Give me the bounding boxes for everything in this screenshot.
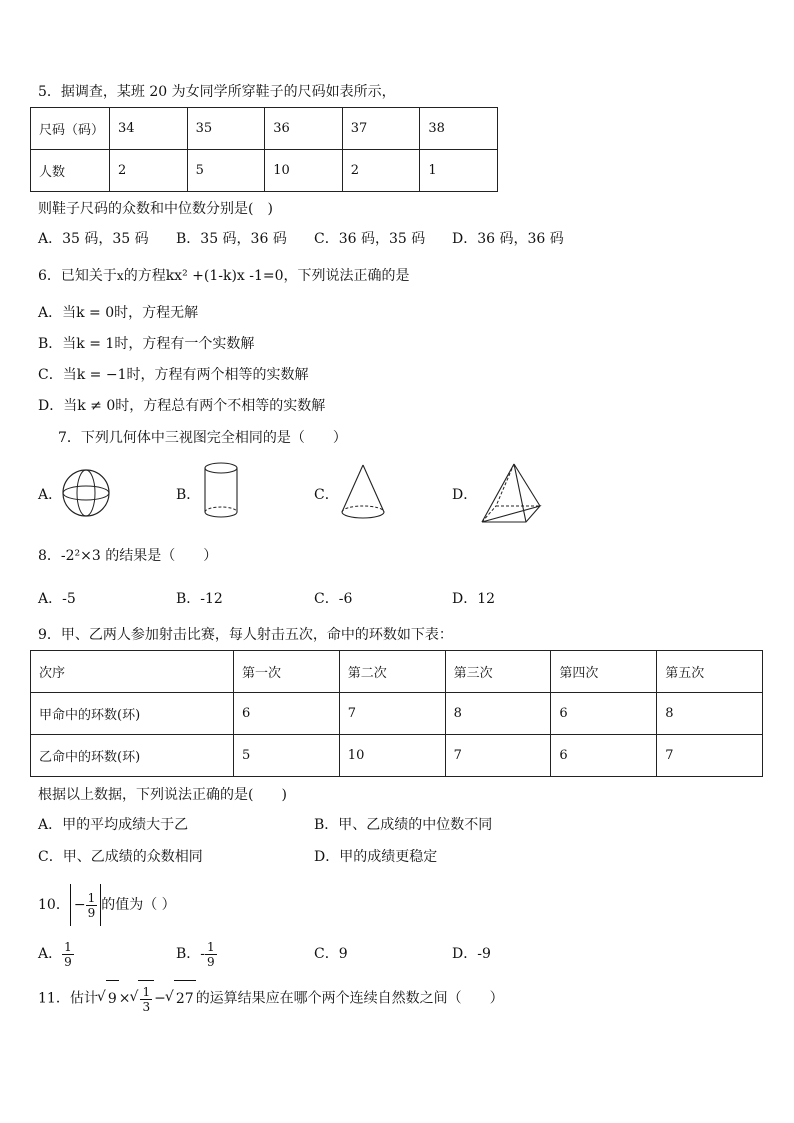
fraction-numerator: 1 [87,890,96,905]
option-d[interactable]: D．36 码，36 码 [452,231,564,247]
table-cell: 10 [265,150,343,192]
table-cell: 5 [234,735,340,777]
table-cell: 第二次 [339,651,445,693]
sphere-icon[interactable] [60,465,112,521]
option-c[interactable]: C． [314,487,339,503]
fraction-numerator: 1 [207,939,215,954]
table-cell: 35 [187,108,265,150]
table-cell: 第一次 [234,651,340,693]
q6-equation: kx² +(1-k)x -1=0 [165,268,284,284]
table-cell: 37 [342,108,420,150]
table-cell: 第五次 [657,651,763,693]
fraction [62,940,74,969]
option-a[interactable] [38,304,198,322]
q6-stem-b: 的方程 [123,268,166,284]
option-suffix: 时，方程总有两个不相等的实数解 [115,398,326,414]
table-cell: 尺码（码） [31,108,110,150]
option-condition: k = 1 [76,336,115,352]
q10-stem [38,884,176,922]
option-label: B．- [176,946,206,962]
table-cell: 2 [342,150,420,192]
q6-stem-a: 6．已知关于 [38,268,117,284]
sqrt-27 [166,980,196,1017]
table-cell: 人数 [31,150,110,192]
table-cell: 6 [234,693,340,735]
q5-ask: 则鞋子尺码的众数和中位数分别是( ) [38,201,273,217]
sqrt-9 [98,980,119,1017]
option-d[interactable] [38,397,325,415]
table-cell: 8 [445,693,551,735]
table-cell: 1 [420,150,498,192]
cylinder-icon[interactable] [200,460,242,522]
radicand: 9 [106,980,119,1017]
option-a[interactable]: A．-5 [38,591,76,607]
q6-stem [38,267,410,285]
option-condition: k = 0 [76,305,115,321]
table-cell: 7 [657,735,763,777]
fraction-denominator: 3 [142,999,151,1014]
option-suffix: 时，方程有两个相等的实数解 [126,367,309,383]
option-b[interactable]: B．35 码，36 码 [176,231,287,247]
fraction-denominator: 9 [87,905,96,920]
option-d[interactable]: D． [452,487,478,503]
table-cell: 7 [339,693,445,735]
fraction-numerator: 1 [64,939,72,954]
q9-table [30,650,763,777]
times-sign: × [118,990,131,1007]
table-cell: 次序 [31,651,234,693]
minus-sign: − [154,990,166,1007]
table-cell: 10 [339,735,445,777]
table-cell: 7 [445,735,551,777]
table-cell: 第四次 [551,651,657,693]
option-c[interactable]: C．36 码，35 码 [314,231,426,247]
q9-ask: 根据以上数据，下列说法正确的是( ) [38,787,287,803]
absolute-value [70,884,101,926]
option-b[interactable] [38,335,254,353]
fraction [140,985,152,1014]
q5-table [30,107,498,192]
table-cell: 乙命中的环数(环) [31,735,234,777]
table-cell: 36 [265,108,343,150]
option-suffix: 时，方程有一个实数解 [114,336,255,352]
fraction-numerator: √ 1 [142,984,151,999]
q11-number: 11．估计 [38,990,98,1007]
fraction [205,940,217,969]
option-a[interactable]: A．35 码，35 码 [38,231,149,247]
fraction-denominator: 9 [207,954,215,969]
table-cell: 6 [551,735,657,777]
option-c[interactable]: C．-6 [314,591,353,607]
q5-stem: 5．据调查，某班 20 为女同学所穿鞋子的尺码如表所示， [38,84,396,100]
option-prefix: B．当 [38,336,77,352]
q7-stem: 7．下列几何体中三视图完全相同的是（ ） [58,430,347,446]
q11-stem [38,980,504,1017]
option-a[interactable] [38,936,74,972]
option-prefix: C．当 [38,367,77,383]
cone-icon[interactable] [338,462,388,522]
table-cell: 8 [657,693,763,735]
option-c[interactable]: C．9 [314,946,348,962]
q6-var: x [116,269,124,283]
radicand: 27 [174,980,196,1017]
q10-stem-tail: 的值为（ ） [101,897,176,913]
q11-stem-tail: 的运算结果应在哪个两个连续自然数之间（ ） [195,990,504,1007]
sqrt-fraction [130,980,154,1017]
option-condition: k = −1 [76,367,127,383]
option-suffix: 时，方程无解 [114,305,199,321]
option-b[interactable] [176,936,217,972]
option-prefix: A．当 [38,305,77,321]
option-b[interactable]: B． [176,487,201,503]
option-a[interactable]: A．甲的平均成绩大于乙 [38,817,189,833]
option-c[interactable]: C．甲、乙成绩的众数相同 [38,849,203,865]
option-d[interactable]: D．甲的成绩更稳定 [314,849,438,865]
option-prefix: D．当 [38,398,78,414]
option-b[interactable]: B．甲、乙成绩的中位数不同 [314,817,493,833]
option-b[interactable]: B．-12 [176,591,223,607]
option-a[interactable]: A． [38,487,63,503]
option-d[interactable]: D．12 [452,591,496,607]
table-cell: 6 [551,693,657,735]
table-cell: 2 [110,150,188,192]
question-number: 10． [38,897,70,913]
minus-sign: − [73,897,86,913]
table-cell: 第三次 [445,651,551,693]
option-label: A． [38,946,63,962]
q8-stem: 8．-2²×3 的结果是（ ） [38,548,218,564]
table-cell: 38 [420,108,498,150]
table-cell: 34 [110,108,188,150]
q6-stem-c: ，下列说法正确的是 [283,268,410,284]
pyramid-icon[interactable] [474,460,546,526]
fraction [86,891,98,920]
option-condition: k ≠ 0 [77,398,116,414]
table-cell: 5 [187,150,265,192]
option-d[interactable]: D．-9 [452,946,491,962]
option-c[interactable] [38,366,308,384]
table-cell: 甲命中的环数(环) [31,693,234,735]
radicand [138,980,154,1017]
q9-stem: 9．甲、乙两人参加射击比赛，每人射击五次，命中的环数如下表： [38,627,453,643]
fraction-denominator: 9 [64,954,72,969]
